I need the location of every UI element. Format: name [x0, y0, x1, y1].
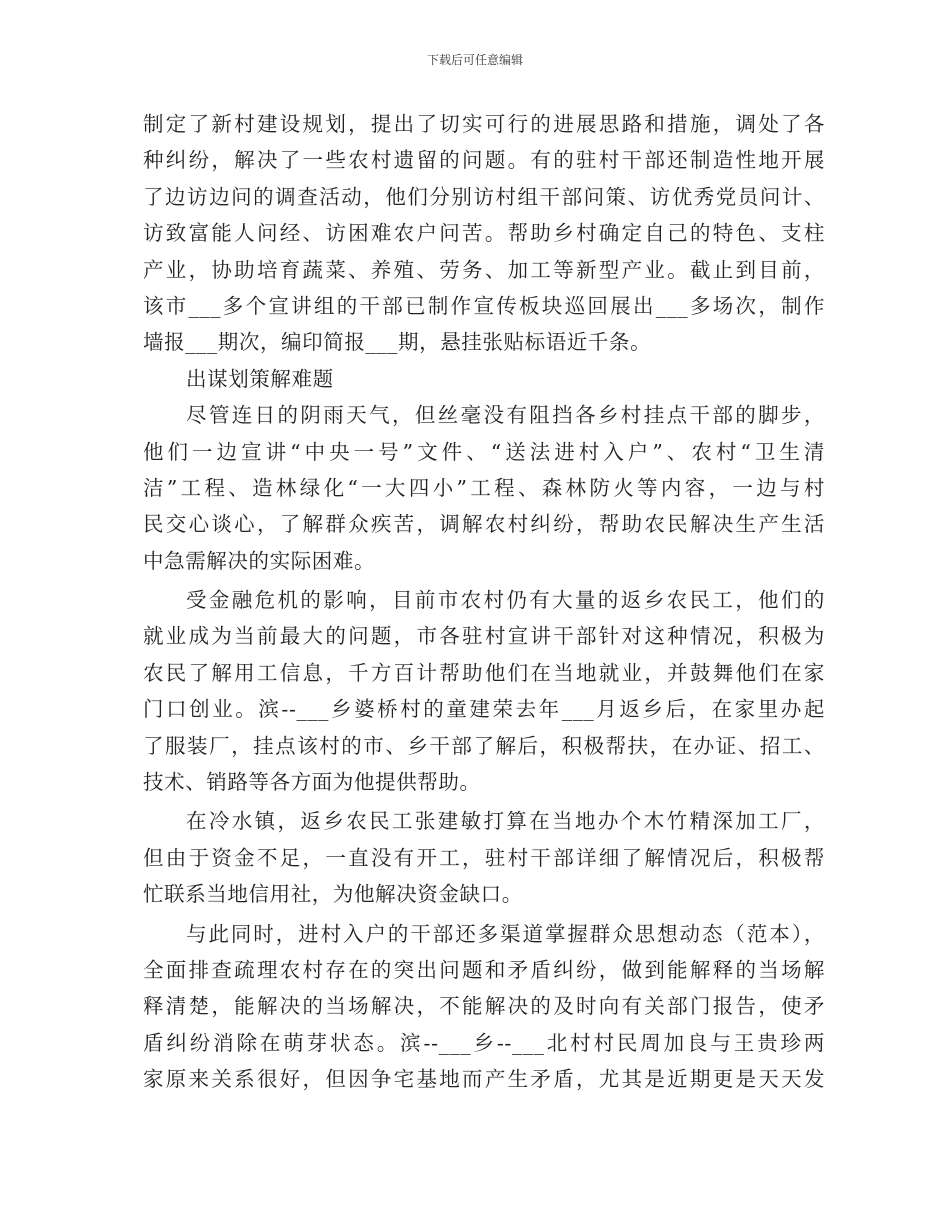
- text-line: 了边访边问的调查活动，他们分别访村组干部问策、访优秀党员问计、: [143, 184, 825, 209]
- text-line: 受金融危机的影响，目前市农村仍有大量的返乡农民工，他们的: [186, 588, 825, 613]
- text-line: 农民了解用工信息，千方百计帮助他们在当地就业，并鼓舞他们在家: [143, 660, 825, 685]
- text-line: 洁”工程、造林绿化“一大四小”工程、森林防火等内容，一边与村: [143, 475, 825, 500]
- text-line: 家原来关系很好，但因争宅基地而产生矛盾，尤其是近期更是天天发: [143, 1067, 825, 1092]
- text-line: 该市___多个宣讲组的干部已制作宣传板块巡回展出___多场次，制作: [143, 293, 825, 318]
- text-line: 在冷水镇，返乡农民工张建敏打算在当地办个木竹精深加工厂，: [186, 809, 825, 834]
- text-line: 忙联系当地信用社，为他解决资金缺口。: [143, 882, 523, 907]
- text-line: 释清楚，能解决的当场解决，不能解决的及时向有关部门报告，使矛: [143, 994, 825, 1019]
- text-line: 墙报___期次，编印简报___期，悬挂张贴标语近千条。: [143, 330, 652, 355]
- document-body: [143, 106, 825, 1098]
- text-line: 民交心谈心，了解群众疾苦，调解农村纠纷，帮助农民解决生产生活: [143, 512, 825, 537]
- section-heading: 出谋划策解难题: [186, 366, 334, 391]
- text-line: 全面排查疏理农村存在的突出问题和矛盾纠纷，做到能解释的当场解: [143, 957, 825, 982]
- text-line: 尽管连日的阴雨天气，但丝毫没有阻挡各乡村挂点干部的脚步，: [186, 403, 825, 428]
- text-line: 他们一边宣讲“中央一号”文件、“送法进村入户”、农村“卫生清: [143, 439, 825, 464]
- text-line: 访致富能人问经、访困难农户问苦。帮助乡村确定自己的特色、支柱: [143, 221, 825, 246]
- text-line: 产业，协助培育蔬菜、养殖、劳务、加工等新型产业。截止到目前，: [143, 257, 825, 282]
- page-header: 下载后可任意编辑: [426, 53, 523, 67]
- text-line: 种纠纷，解决了一些农村遗留的问题。有的驻村干部还制造性地开展: [143, 148, 825, 173]
- text-line: 技术、销路等各方面为他提供帮助。: [143, 770, 481, 795]
- text-line: 盾纠纷消除在萌芽状态。滨--___乡--___北村村民周加良与王贵珍两: [143, 1030, 825, 1055]
- text-line: 门口创业。滨--___乡婆桥村的童建荣去年___月返乡后，在家里办起: [143, 697, 825, 722]
- text-line: 了服装厂，挂点该村的市、乡干部了解后，积极帮扶，在办证、招工、: [143, 733, 825, 758]
- text-line: 与此同时，进村入户的干部还多渠道掌握群众思想动态（范本），: [186, 921, 825, 946]
- text-line: 但由于资金不足，一直没有开工，驻村干部详细了解情况后，积极帮: [143, 845, 825, 870]
- text-line: 制定了新村建设规划，提出了切实可行的进展思路和措施，调处了各: [143, 112, 825, 136]
- text-line: 中急需解决的实际困难。: [143, 548, 376, 573]
- text-line: 就业成为当前最大的问题，市各驻村宣讲干部针对这种情况，积极为: [143, 624, 825, 649]
